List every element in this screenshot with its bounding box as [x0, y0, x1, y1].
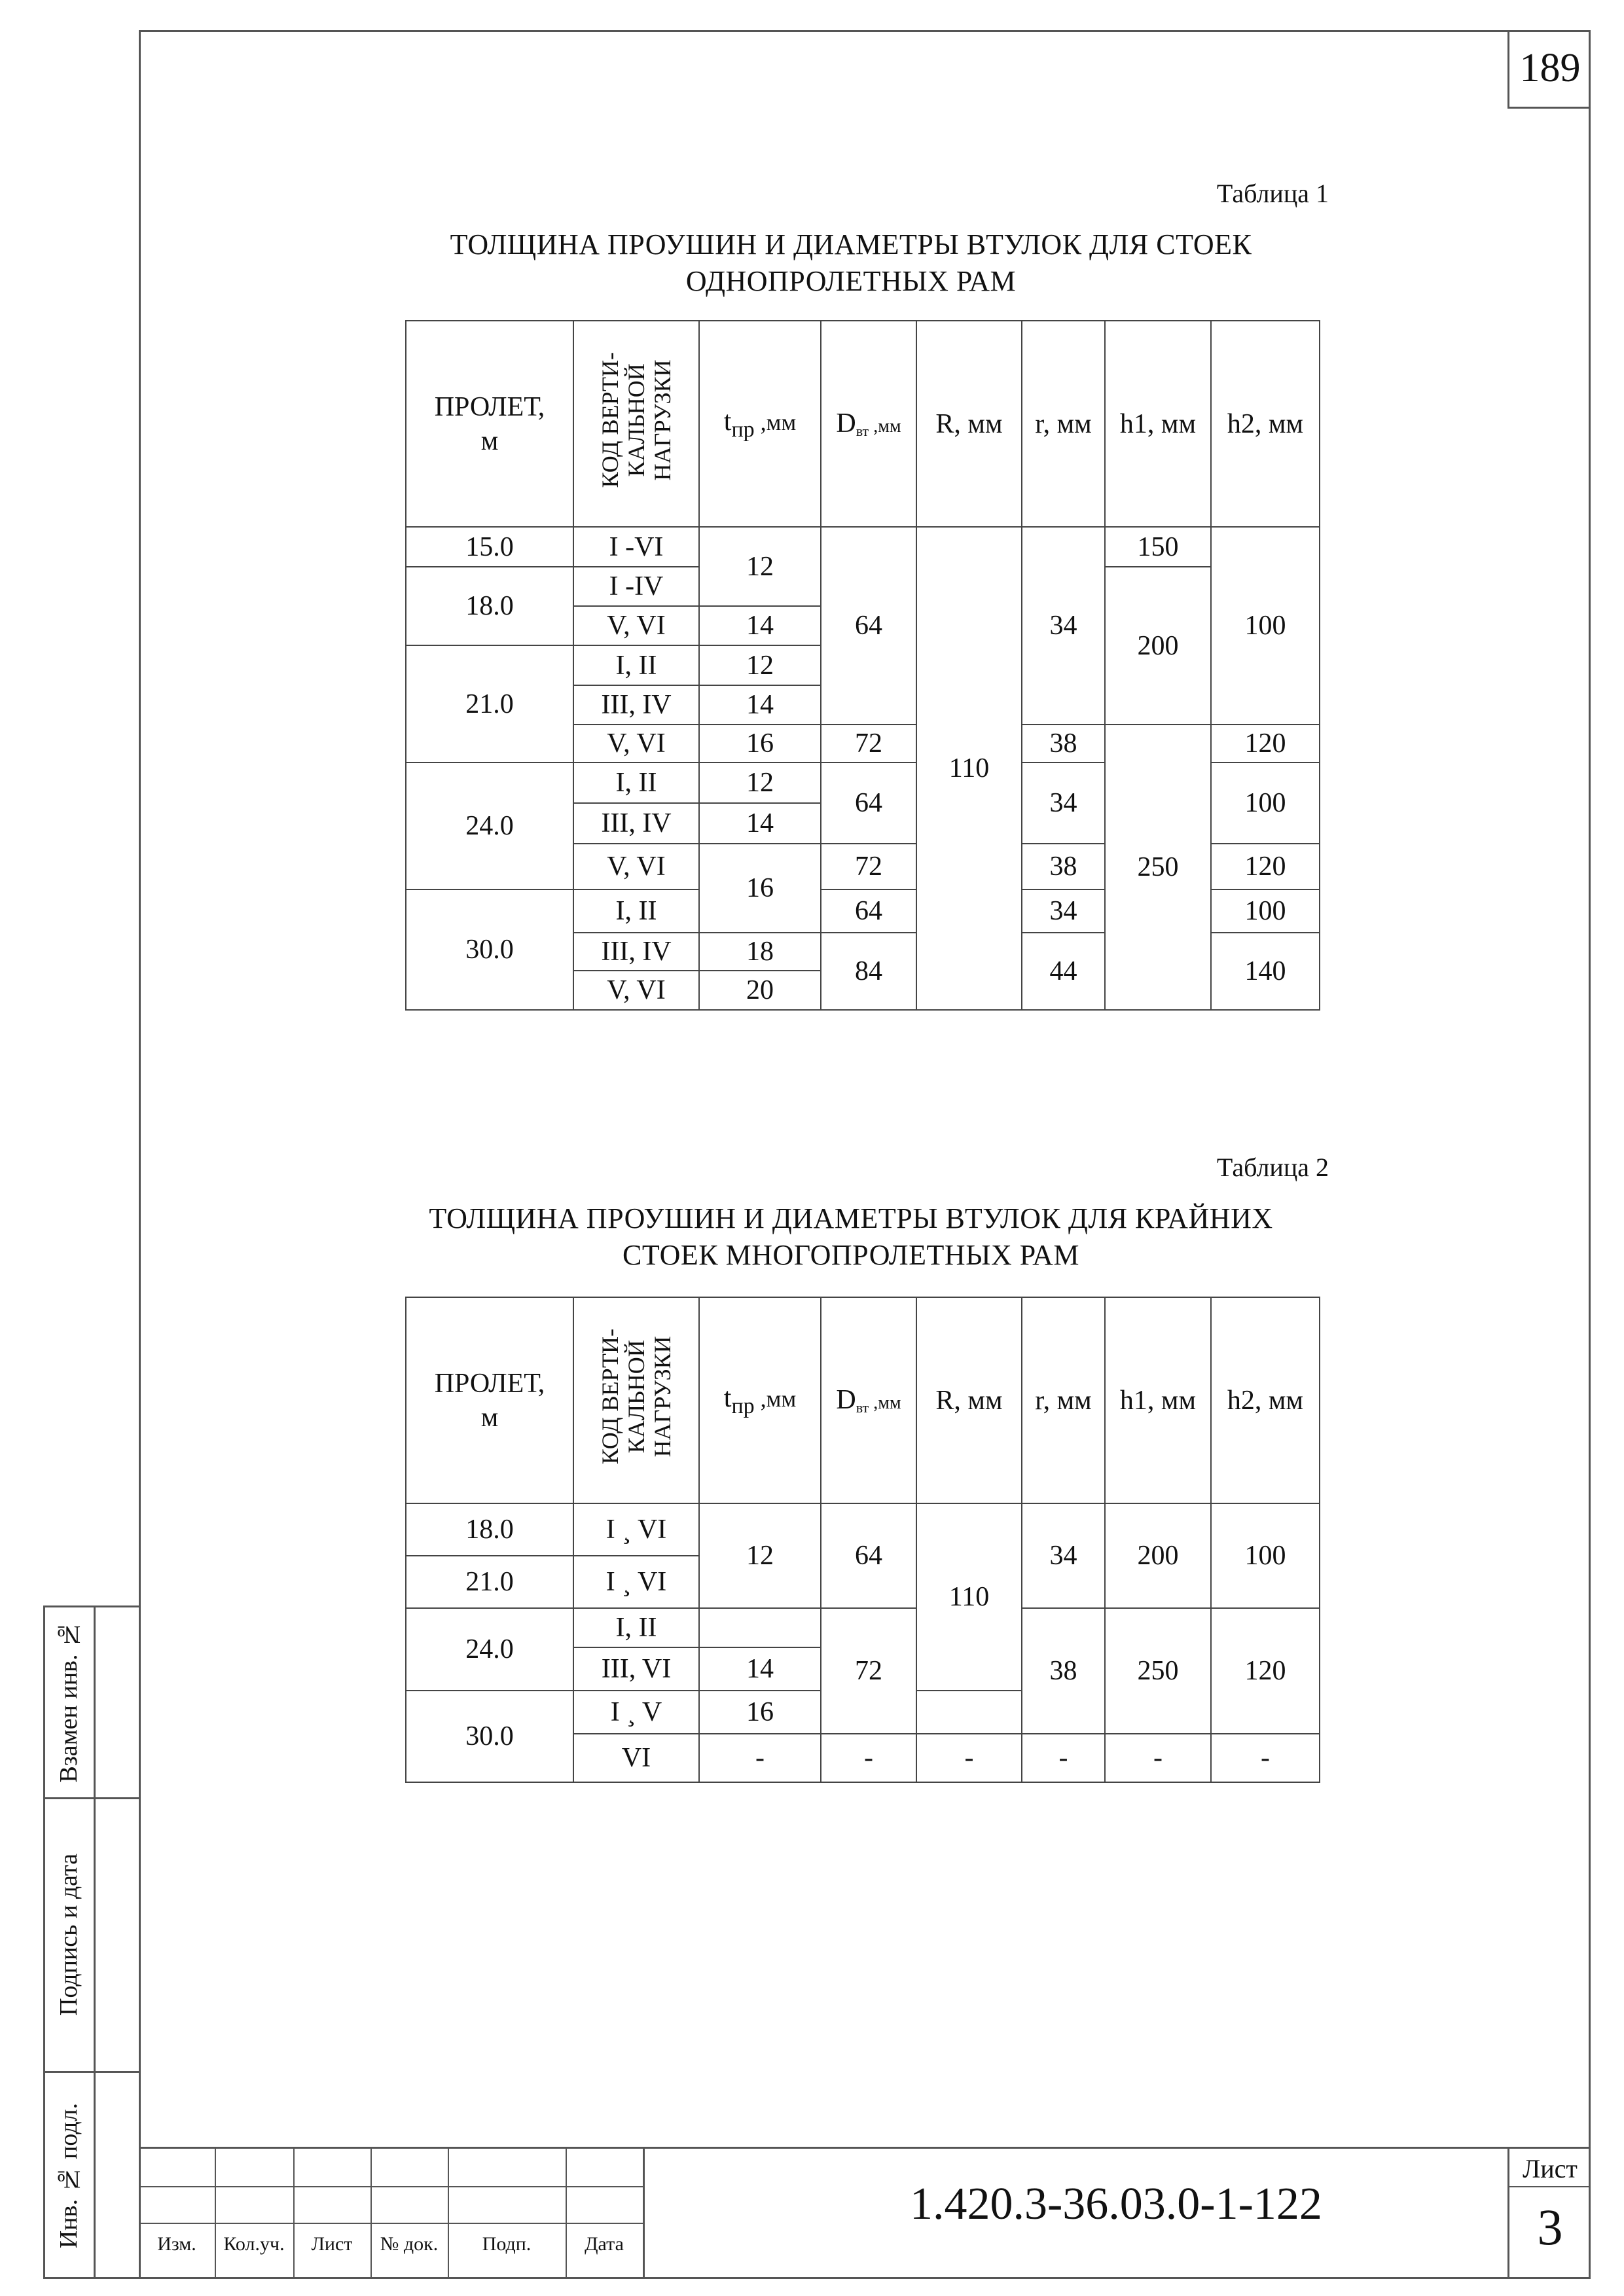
document-code: 1.420.3-36.03.0-1-122: [910, 2179, 1322, 2229]
d-cell: -: [821, 1734, 916, 1782]
t-cell: 16: [699, 1691, 821, 1734]
span-cell: 21.0: [406, 1556, 573, 1608]
h1-cell: 150: [1105, 527, 1211, 567]
t-cell: 16: [699, 844, 821, 933]
d-cell: 64: [821, 1503, 916, 1608]
table-row: [406, 527, 1320, 567]
titleblock-col-line: [215, 2147, 216, 2279]
code-cell: I ¸ VI: [573, 1503, 699, 1556]
t-cell: 14: [699, 803, 821, 844]
table-row: [406, 1608, 1320, 1647]
side-podpis: Подпись и дата: [43, 1799, 96, 2071]
r-cell: 38: [1022, 844, 1105, 889]
d-cell: 72: [821, 1608, 916, 1734]
header-h1: h1, мм: [1105, 321, 1211, 527]
h2-cell: 100: [1211, 762, 1320, 844]
h1-cell: -: [1105, 1734, 1211, 1782]
R-cell: 110: [916, 527, 1022, 1010]
r-cell: 38: [1022, 725, 1105, 762]
header-diameter: $D_{вт}$ ,мм: [821, 1297, 916, 1503]
h2-cell: 120: [1211, 844, 1320, 889]
span-cell: 21.0: [406, 645, 573, 762]
d-cell: 84: [821, 933, 916, 1010]
span-cell: 24.0: [406, 1608, 573, 1691]
header-thickness: $t_{пр}$ ,мм: [699, 321, 821, 527]
titleblock-top-line: [139, 2147, 1591, 2149]
d-cell: 72: [821, 725, 916, 762]
tb-podp: Подп.: [482, 2233, 532, 2255]
d-cell: 64: [821, 889, 916, 933]
tb-kol: Кол.уч.: [223, 2233, 285, 2255]
table-row: [406, 1503, 1320, 1556]
h1-cell: 250: [1105, 1608, 1211, 1734]
titleblock-row-line: [1507, 2186, 1591, 2187]
table1-label: Таблица 1: [1216, 179, 1329, 208]
code-cell: I, II: [573, 889, 699, 933]
code-cell: V, VI: [573, 606, 699, 645]
t-cell: 20: [699, 971, 821, 1010]
header-span: ПРОЛЕТ, м: [406, 1297, 573, 1503]
tb-data: Дата: [585, 2233, 624, 2255]
h2-cell: 100: [1211, 1503, 1320, 1608]
header-h1: h1, мм: [1105, 1297, 1211, 1503]
t-cell: 12: [699, 527, 821, 606]
side-vzamen: Взамен инв. №: [43, 1605, 96, 1797]
span-cell: 30.0: [406, 889, 573, 1010]
r-cell: 34: [1022, 527, 1105, 725]
code-cell: I ¸ V: [573, 1691, 699, 1734]
table1: [405, 320, 1320, 1011]
d-cell: 64: [821, 762, 916, 844]
r-cell: 34: [1022, 762, 1105, 844]
t-cell: 14: [699, 606, 821, 645]
header-load-code: КОД ВЕРТИ- КАЛЬНОЙ НАГРУЗКИ: [573, 1297, 699, 1503]
h1-cell: 200: [1105, 1503, 1211, 1608]
header-span: ПРОЛЕТ, м: [406, 321, 573, 527]
r-cell: 34: [1022, 889, 1105, 933]
tb-ndok: № док.: [380, 2233, 439, 2255]
table2-title-line2: СТОЕК МНОГОПРОЛЕТНЫХ РАМ: [622, 1239, 1080, 1271]
table1-header-row: [406, 321, 1320, 527]
h2-cell: 100: [1211, 889, 1320, 933]
header-r: r, мм: [1022, 1297, 1105, 1503]
header-load-code: КОД ВЕРТИ- КАЛЬНОЙ НАГРУЗКИ: [573, 321, 699, 527]
table2: [405, 1297, 1320, 1783]
code-cell: I, II: [573, 1608, 699, 1647]
table1-title-line2: ОДНОПРОЛЕТНЫХ РАМ: [685, 265, 1017, 297]
h2-cell: 120: [1211, 1608, 1320, 1734]
d-cell: 72: [821, 844, 916, 889]
titleblock-col-line: [293, 2147, 295, 2279]
R-cell: -: [916, 1734, 1022, 1782]
tb-izm: Изм.: [157, 2233, 196, 2255]
R-cell: [916, 1691, 1022, 1734]
code-cell: I, II: [573, 762, 699, 803]
span-cell: 24.0: [406, 762, 573, 889]
span-cell: 18.0: [406, 1503, 573, 1556]
table1-title: [327, 226, 1375, 300]
header-h2: h2, мм: [1211, 1297, 1320, 1503]
t-cell: 16: [699, 725, 821, 762]
titleblock-col-line: [566, 2147, 567, 2279]
side-inv: Инв. № подл.: [43, 2073, 96, 2279]
span-cell: 15.0: [406, 527, 573, 567]
table2-label: Таблица 2: [1216, 1153, 1329, 1182]
tb-list: Лист: [311, 2233, 353, 2255]
r-cell: -: [1022, 1734, 1105, 1782]
code-cell: I -VI: [573, 527, 699, 567]
code-cell: I ¸ VI: [573, 1556, 699, 1608]
table2-title-line1: ТОЛЩИНА ПРОУШИН И ДИАМЕТРЫ ВТУЛОК ДЛЯ КРАЙНИХ: [429, 1202, 1273, 1234]
header-R: R, мм: [916, 321, 1022, 527]
t-cell: -: [699, 1734, 821, 1782]
h2-cell: 140: [1211, 933, 1320, 1010]
t-cell: 14: [699, 1647, 821, 1691]
table2-title: [295, 1200, 1407, 1274]
code-cell: V, VI: [573, 844, 699, 889]
span-cell: 30.0: [406, 1691, 573, 1782]
table1-title-line1: ТОЛЩИНА ПРОУШИН И ДИАМЕТРЫ ВТУЛОК ДЛЯ СТОЕК: [450, 228, 1252, 260]
t-cell: 14: [699, 685, 821, 725]
header-R: R, мм: [916, 1297, 1022, 1503]
h2-cell: 100: [1211, 527, 1320, 725]
d-cell: 64: [821, 527, 916, 725]
titleblock-col-line: [448, 2147, 449, 2279]
code-cell: III, VI: [573, 1647, 699, 1691]
code-cell: VI: [573, 1734, 699, 1782]
t-cell: 12: [699, 762, 821, 803]
code-cell: V, VI: [573, 971, 699, 1010]
header-thickness: $t_{пр}$ ,мм: [699, 1297, 821, 1503]
page-number: 189: [1507, 30, 1591, 109]
table2-header-row: [406, 1297, 1320, 1503]
t-cell: [699, 1608, 821, 1647]
h2-cell: 120: [1211, 725, 1320, 762]
code-cell: III, IV: [573, 803, 699, 844]
code-cell: I, II: [573, 645, 699, 685]
t-cell: 18: [699, 933, 821, 971]
header-r: r, мм: [1022, 321, 1105, 527]
sheet-number: 3: [1537, 2198, 1563, 2255]
titleblock-col-line: [643, 2147, 645, 2279]
t-cell: 12: [699, 645, 821, 685]
r-cell: 44: [1022, 933, 1105, 1010]
t-cell: 12: [699, 1503, 821, 1608]
R-cell: 110: [916, 1503, 1022, 1691]
header-h2: h2, мм: [1211, 321, 1320, 527]
code-cell: III, IV: [573, 685, 699, 725]
h1-cell: 250: [1105, 725, 1211, 1010]
span-cell: 18.0: [406, 567, 573, 645]
header-diameter: $D_{вт}$ ,мм: [821, 321, 916, 527]
h1-cell: 200: [1105, 567, 1211, 725]
h2-cell: -: [1211, 1734, 1320, 1782]
titleblock-col-line: [370, 2147, 372, 2279]
r-cell: 38: [1022, 1608, 1105, 1734]
code-cell: III, IV: [573, 933, 699, 971]
sheet-label: Лист: [1523, 2154, 1578, 2183]
code-cell: V, VI: [573, 725, 699, 762]
code-cell: I -IV: [573, 567, 699, 606]
r-cell: 34: [1022, 1503, 1105, 1608]
